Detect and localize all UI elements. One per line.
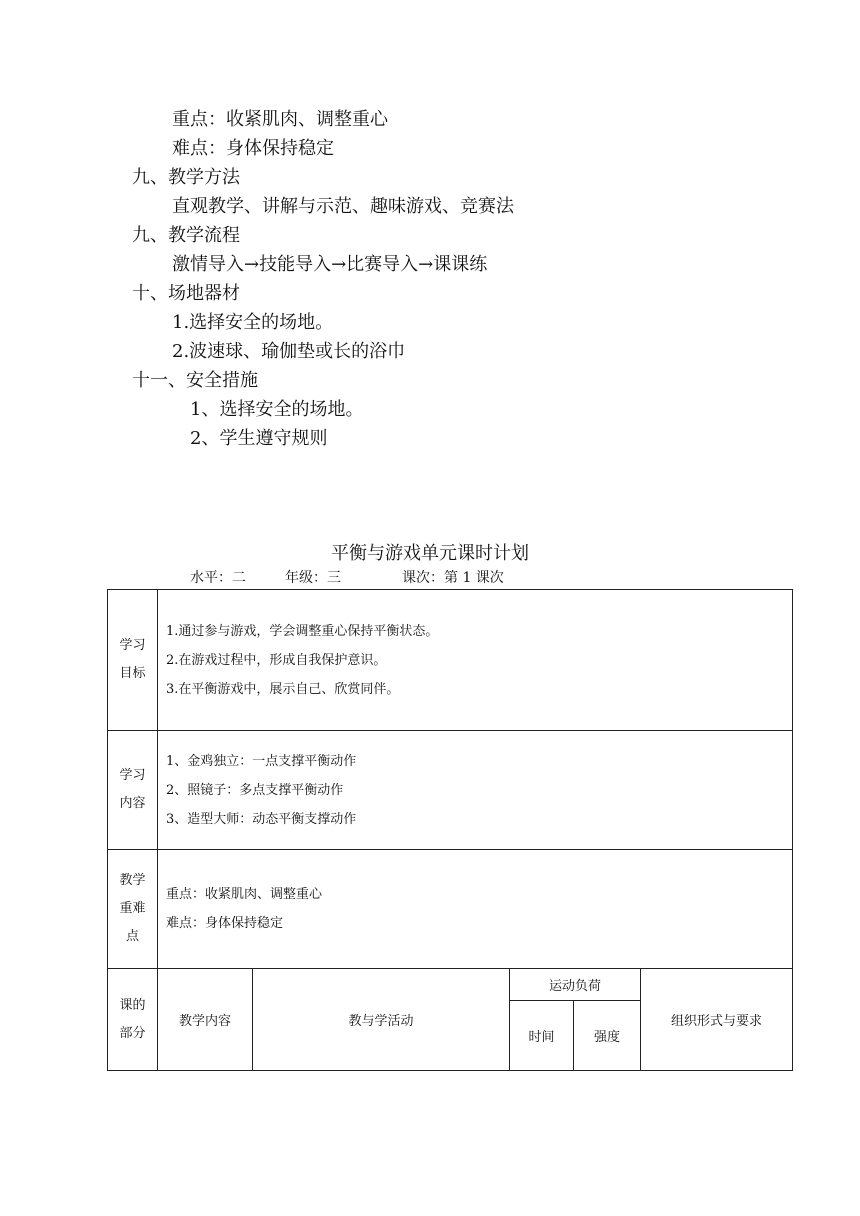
key-item: 难点：身体保持稳定 [166,916,284,931]
section-teaching-method: 九、教学方法 [132,167,240,188]
content-label: 学习 内容 [108,731,158,850]
goal-item: 2.在游戏过程中，形成自我保护意识。 [166,652,387,668]
section-teaching-flow: 九、教学流程 [132,225,240,246]
venue-item-2: 2.波速球、瑜伽垫或长的浴巾 [172,341,406,362]
section-safety: 十一、安全措施 [132,370,258,391]
part-header: 课的 部分 [108,969,158,1071]
keys-label: 教学 重难 点 [108,850,158,969]
keys-content [158,850,793,969]
lesson-plan-table [107,589,793,1071]
content-item: 3、造型大师：动态平衡支撑动作 [166,811,357,827]
plan-level: 水平：二 [190,570,246,586]
header-row-1 [108,969,793,1001]
content-item: 2、照镜子：多点支撑平衡动作 [166,782,344,798]
goals-label: 学习 目标 [108,590,158,731]
difficulty-line: 难点：身体保持稳定 [172,138,334,159]
section-venue-equipment: 十、场地器材 [132,283,240,304]
activity-header: 教与学活动 [253,969,510,1071]
goal-item: 3.在平衡游戏中，展示自己、欣赏同伴。 [166,681,400,697]
content-row [108,731,793,850]
venue-item-1: 1.选择安全的场地。 [172,312,334,333]
teaching-flow-text: 激情导入→技能导入→比赛导入→课课练 [172,254,488,275]
goals-row [108,590,793,731]
teach-content-header: 教学内容 [158,969,253,1071]
goal-item: 1.通过参与游戏，学会调整重心保持平衡状态。 [166,623,439,639]
org-header: 组织形式与要求 [641,969,793,1071]
content-list [158,731,793,850]
safety-item-2: 2、学生遵守规则 [190,428,328,449]
plan-lesson: 课次：第 1 课次 [402,570,504,586]
plan-title: 平衡与游戏单元课时计划 [331,543,529,564]
keys-row [108,850,793,969]
content-item: 1、金鸡独立：一点支撑平衡动作 [166,753,357,769]
goals-content [158,590,793,731]
intensity-header: 强度 [574,1001,641,1071]
key-point-line: 重点：收紧肌肉、调整重心 [172,109,388,130]
teaching-method-text: 直观教学、讲解与示范、趣味游戏、竞赛法 [172,196,514,217]
key-item: 重点：收紧肌肉、调整重心 [166,887,323,902]
time-header: 时间 [510,1001,574,1071]
plan-grade: 年级：三 [285,570,341,586]
load-header: 运动负荷 [510,969,641,1001]
safety-item-1: 1、选择安全的场地。 [190,399,364,420]
